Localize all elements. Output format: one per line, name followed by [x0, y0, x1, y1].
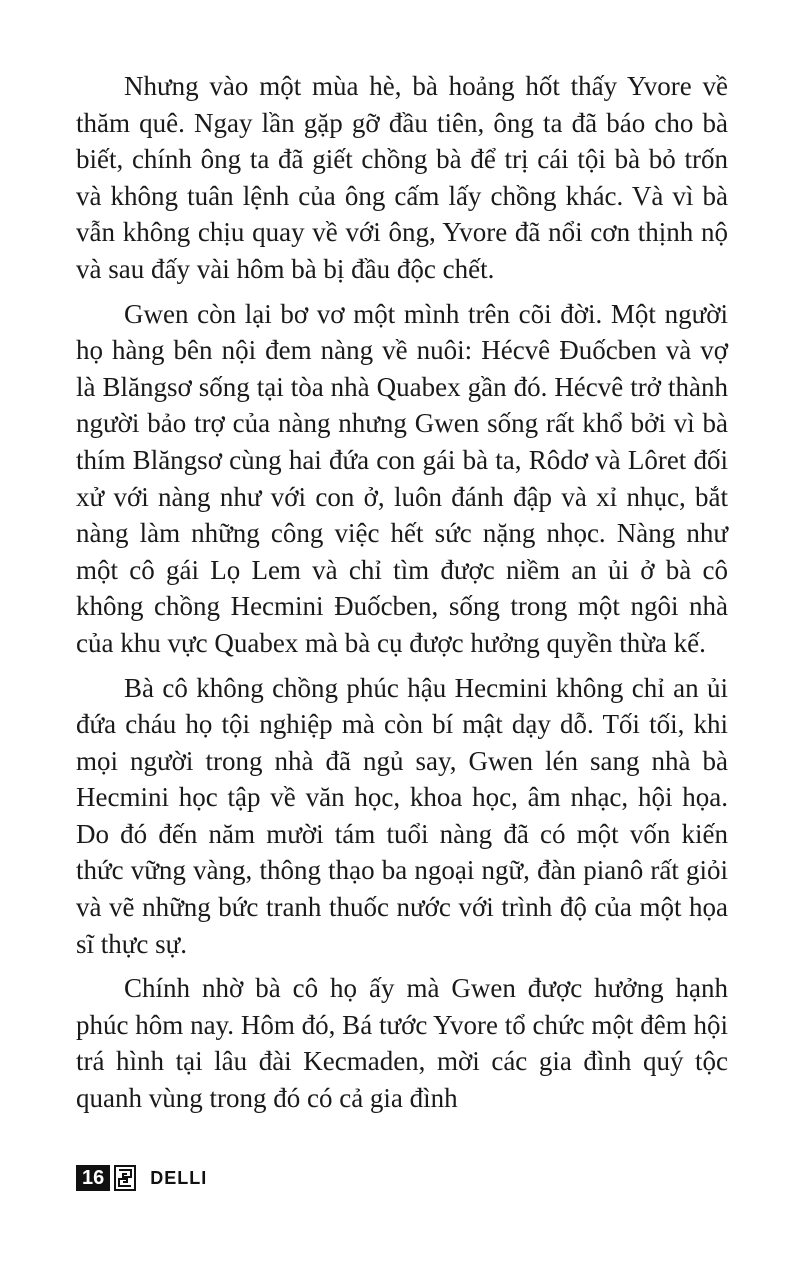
publisher-name: DELLI	[150, 1167, 208, 1188]
meander-ornament-icon	[114, 1165, 136, 1191]
page-number: 16	[76, 1165, 110, 1191]
paragraph-3: Bà cô không chồng phúc hậu Hecmini không chỉ an ủi đứa cháu họ tội nghiệp mà còn bí mật dạy dỗ. Tối tối, khi mọi người trong nhà đã ngủ say, Gwen lén sang nhà bà Hecmini học tập về văn học, khoa học, âm nhạc, hội họa. Do đó đến năm mười tám tuổi nàng đã có một vốn kiến thức vững vàng, thông thạo ba ngoại ngữ, đàn pianô rất giỏi và vẽ những bức tranh thuốc nước với trình độ của một họa sĩ thực sự.	[76, 672, 728, 959]
paragraph-4: Chính nhờ bà cô họ ấy mà Gwen được hưởng hạnh phúc hôm nay. Hôm đó, Bá tước Yvore tổ chức một đêm hội trá hình tại lâu đài Kecmaden, mời các gia đình quý tộc quanh vùng trong đó có cả gia đình	[76, 973, 728, 1114]
paragraph-1: Nhưng vào một mùa hè, bà hoảng hốt thấy Yvore về thăm quê. Ngay lần gặp gỡ đầu tiên, ông ta đã báo cho bà biết, chính ông ta đã giết chồng bà để trị cái tội bà bỏ trốn và không tuân lệnh của ông cấm lấy chồng khác. Và vì bà vẫn không chịu quay về với ông, Yvore đã nổi cơn thịnh nộ và sau đấy vài hôm bà bị đầu độc chết.	[76, 71, 728, 284]
paragraph-2: Gwen còn lại bơ vơ một mình trên cõi đời. Một người họ hàng bên nội đem nàng về nuôi: Hécvê Đuốcben và vợ là Blăngsơ sống tại tòa nhà Quabex gần đó. Hécvê trở thành người bảo trợ của nàng nhưng Gwen sống rất khổ bởi vì bà thím Blăngsơ cùng hai đứa con gái bà ta, Rôdơ và Lôret đối xử với nàng như với con ở, luôn đánh đập và xỉ nhục, bắt nàng làm những công việc hết sức nặng nhọc. Nàng như một cô gái Lọ Lem và chỉ tìm được niềm an ủi ở bà cô không chồng Hecmini Đuốcben, sống trong một ngôi nhà của khu vực Quabex mà bà cụ được hưởng quyền thừa kế.	[76, 298, 728, 658]
page-body	[76, 68, 728, 1125]
page-footer	[76, 1163, 207, 1193]
